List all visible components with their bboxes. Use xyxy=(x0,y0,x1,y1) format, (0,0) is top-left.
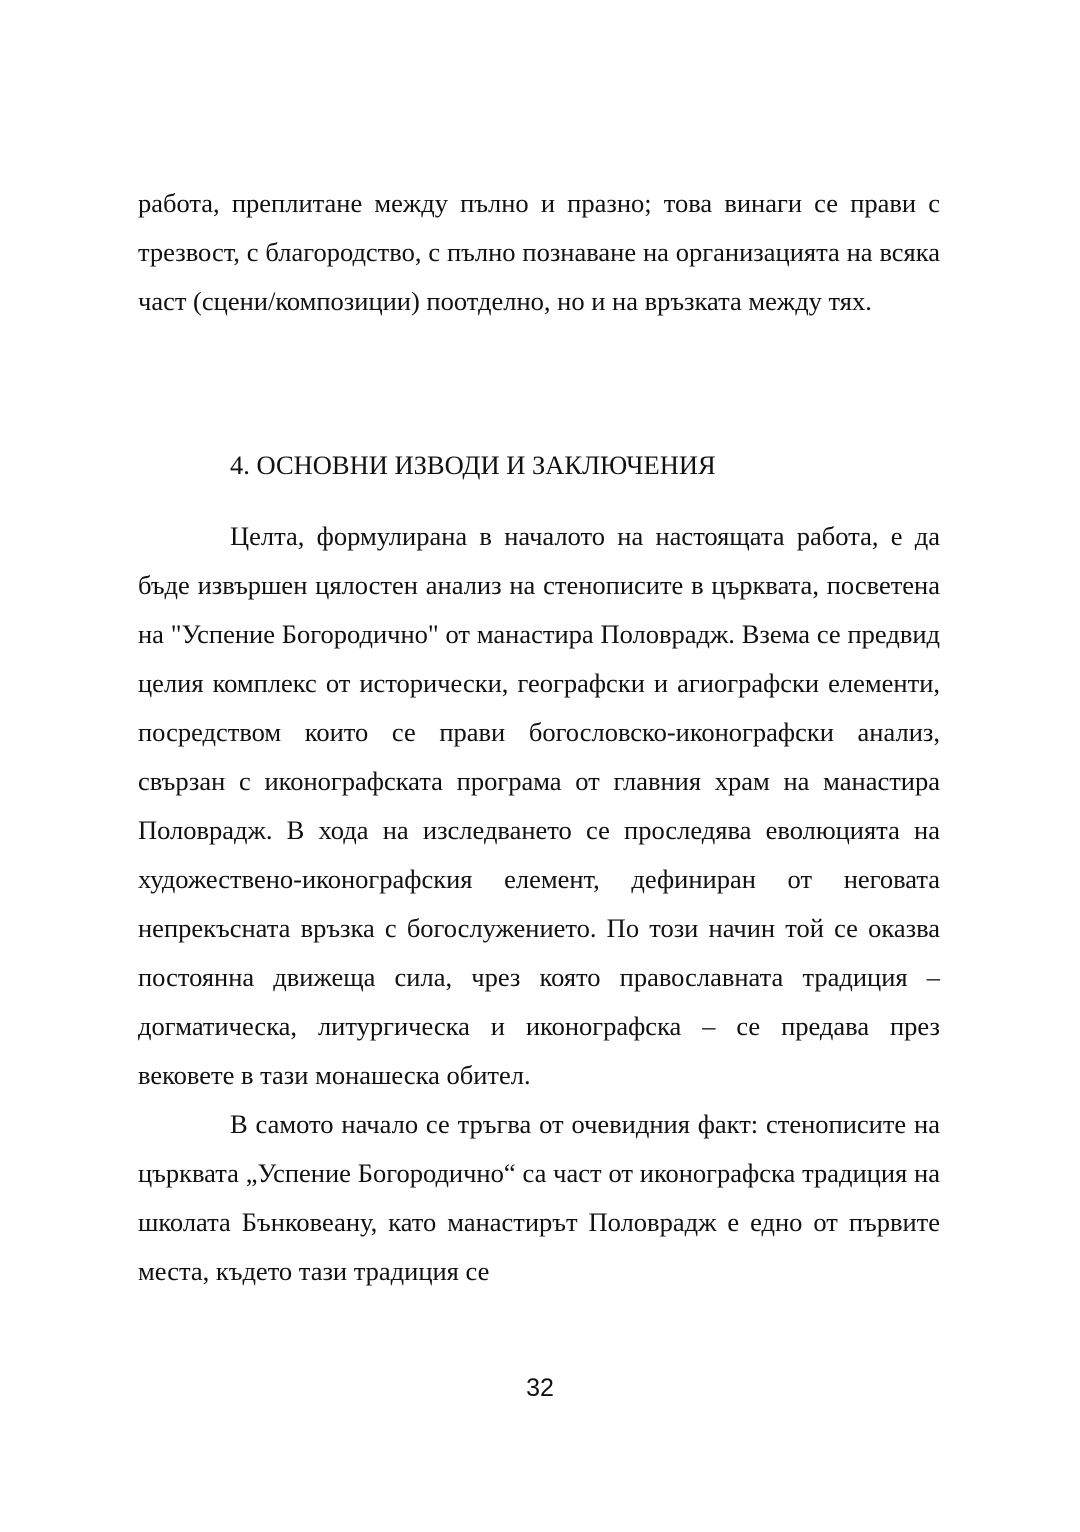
section-heading: 4. ОСНОВНИ ИЗВОДИ И ЗАКЛЮЧЕНИЯ xyxy=(230,450,716,480)
paragraph-tradition: В самото начало се тръгва от очевидния факт: стенописите на църквата „Успение Богородично“ са част от иконографска традиция на школата Бънковеану, като манастирът Половрадж е едно от първите места, където тази традиция се xyxy=(138,1109,940,1286)
paragraph-goal: Целта, формулирана в началото на настоящата работа, е да бъде извършен цялостен анализ на стенописите в църквата, посветена на "Успение Богородично" от манастира Половрадж. Взема се предвид целия комплекс от исторически, географски и агиографски елементи, посредством които се прави богословско-иконографски анализ, свързан с иконографската програма от главния храм на манастира Половрадж. В хода на изследването се проследява еволюцията на художествено-иконографския елемент, дефиниран от неговата непрекъсната връзка с богослужението. По този начин той се оказва постоянна движеща сила, чрез която православната традиция – догматическа, литургическа и иконографска – се предава през вековете в тази монашеска обител. xyxy=(138,521,940,1090)
continued-paragraph-block xyxy=(138,179,940,326)
page-number: 32 xyxy=(526,1374,554,1402)
section-body xyxy=(138,512,940,1296)
continued-paragraph: работа, преплитане между пълно и празно; това винаги се прави с трезвост, с благородство, с пълно познаване на организацията на всяка част (сцени/композиции) поотделно, но и на връзката между тях. xyxy=(138,188,940,316)
